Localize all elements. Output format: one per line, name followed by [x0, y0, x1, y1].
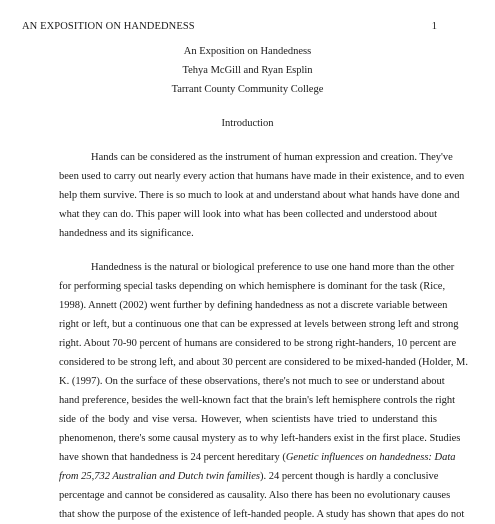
title-block: [0, 42, 495, 133]
text-line: right or left, but a continuous one that can be expressed at levels between strong left and strong: [59, 319, 459, 330]
paragraph-gap: [59, 243, 437, 258]
text-line: right. About 70-90 percent of humans are considered to be strong right-handers, 10 percent are: [59, 338, 457, 349]
text-line: K. (1997). On the surface of these observations, there's not much to see or understand about: [59, 376, 445, 387]
body-text: [59, 148, 468, 524]
text-line: been used to carry out nearly every action that humans have made in their existence, and to even: [59, 171, 465, 182]
text-line: 1998). Annett (2002) went further by defining handedness as not a discrete variable between: [59, 300, 448, 311]
text-run: ). 24 percent though is hardly a conclusive: [259, 471, 439, 482]
running-head-title: AN EXPOSITION ON HANDEDNESS: [22, 21, 195, 32]
text-line: considered to be strong left, and about 30 percent are considered to be mixed-handed (Holder, M.: [59, 357, 468, 368]
text-line: Hands can be considered as the instrument of human expression and creation. They've: [91, 152, 453, 163]
paper-authors: Tehya McGill and Ryan Esplin: [182, 65, 313, 76]
text-run: have shown that handedness is 24 percent hereditary (: [59, 452, 286, 463]
text-line: handedness and its significance.: [59, 228, 194, 239]
text-line: Handedness is the natural or biological preference to use one hand more than the other: [91, 262, 455, 273]
text-line: for performing special tasks depending on which hemisphere is dominant for the task (Rice,: [59, 281, 446, 292]
paper-institution: Tarrant County Community College: [171, 84, 324, 95]
page-number: 1: [431, 21, 437, 32]
paragraph: [59, 258, 468, 524]
paragraph: [59, 148, 465, 243]
text-line: [59, 467, 437, 486]
text-line: help them survive. There is so much to look at and understand about what hands have done and: [59, 190, 460, 201]
citation-title: Genetic influences on handedness: Data: [285, 452, 456, 463]
text-line: percentage and cannot be considered as causality. Also there has been no evolutionary causes: [59, 490, 451, 501]
running-head: [22, 20, 437, 34]
text-line: [59, 448, 456, 467]
text-line: that show the purpose of the existence of left-handed people. A study has shown that apes do not: [59, 509, 465, 520]
text-line: phenomenon, there's some causal mystery as to why left-handers exist in the first place. Studies: [59, 433, 461, 444]
text-line: what they can do. This paper will look into what has been collected and understood about: [59, 209, 437, 220]
text-line: side of the body and vise versa. However, when scientists have tried to understand this: [59, 414, 437, 425]
section-heading: Introduction: [221, 118, 274, 129]
paper-title: An Exposition on Handedness: [183, 46, 312, 57]
text-line: hand preference, besides the well-known fact that the brain's left hemisphere controls the right: [59, 395, 456, 406]
citation-title: from 25,732 Australian and Dutch twin families: [59, 471, 260, 482]
